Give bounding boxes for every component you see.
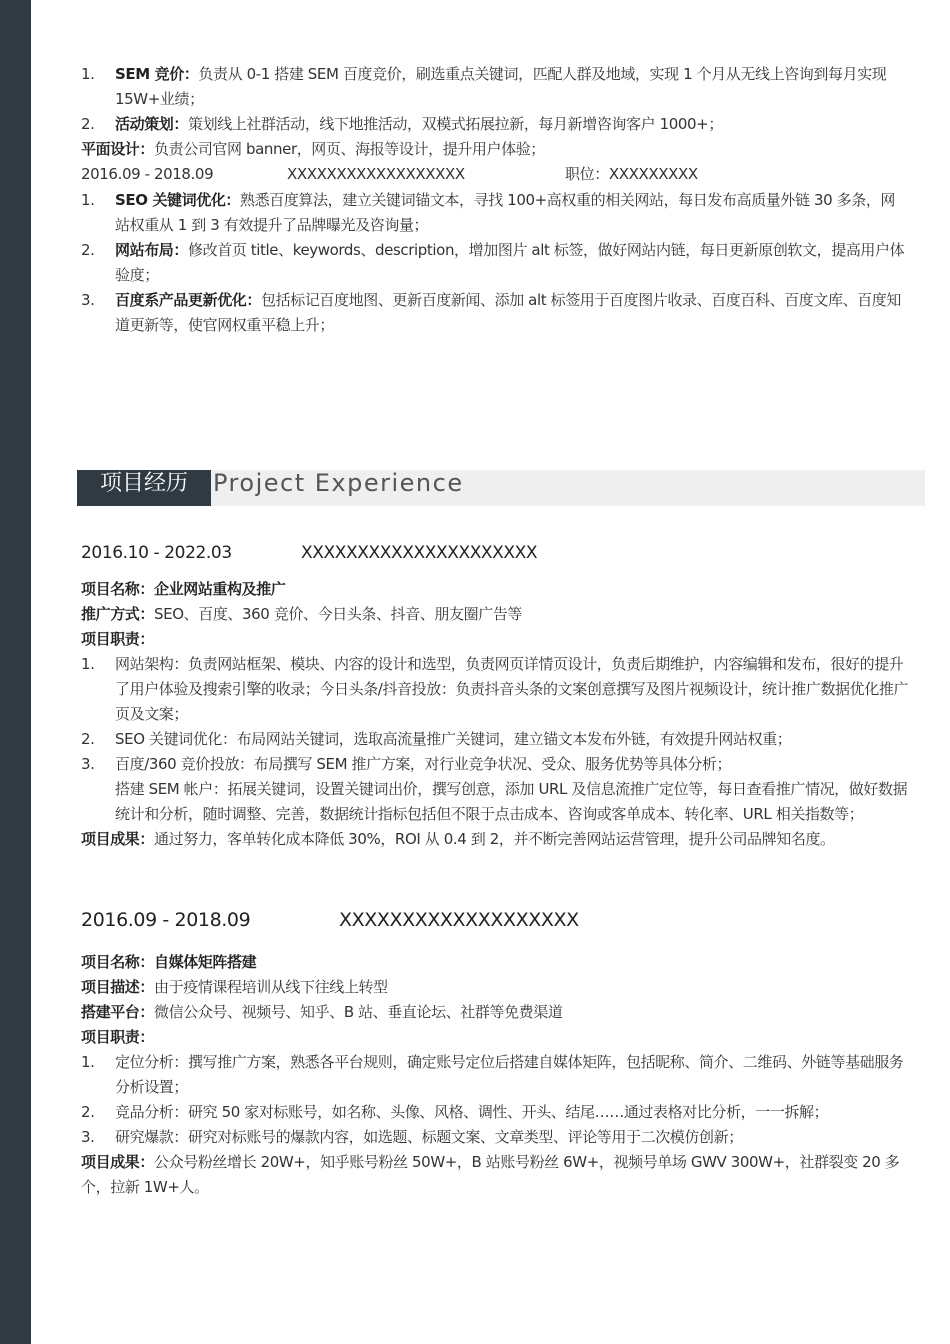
platform-label: 搭建平台： — [81, 1003, 155, 1021]
list-number: 3. — [81, 1128, 95, 1146]
list-item — [81, 62, 909, 112]
section-title-en: Project Experience — [213, 469, 464, 497]
list-item — [81, 188, 909, 238]
job-date: 2016.09 - 2018.09 — [81, 165, 214, 183]
list-item — [81, 652, 909, 727]
item-text: SEO 关键词优化：布局网站关键词，选取高流量推广关键词，建立锚文本发布外链，有效提升网站权重； — [115, 730, 792, 748]
item-label: SEM 竞价： — [115, 65, 199, 83]
project-name-line — [81, 577, 909, 602]
project-header — [81, 541, 909, 569]
section-header-projects — [77, 470, 925, 506]
list-item — [81, 752, 909, 777]
position-label: 职位： — [565, 165, 609, 183]
result-line — [81, 1150, 909, 1200]
list-item — [81, 112, 909, 137]
design-line — [81, 137, 909, 162]
result-label: 项目成果： — [81, 1153, 155, 1171]
item-label: 百度系产品更新优化： — [115, 291, 262, 309]
platform-text: 微信公众号、视频号、知乎、B 站、垂直论坛、社群等免费渠道 — [154, 1003, 563, 1021]
list-number: 1. — [81, 1053, 95, 1071]
list-item — [81, 1050, 909, 1100]
list-item — [81, 1100, 909, 1125]
result-line — [81, 827, 909, 852]
item-text: 竞品分析：研究 50 家对标账号，如名称、头像、风格、调性、开头、结尾……通过表格对比分析，一一拆解； — [115, 1103, 829, 1121]
list-item — [81, 238, 909, 288]
project-method-line — [81, 602, 909, 627]
list-number: 1. — [81, 65, 95, 83]
item-text: 负责从 0-1 搭建 SEM 百度竞价，刷选重点关键词，匹配人群及地域，实现 1 个月从无线上咨询到每月实现 15W+业绩； — [115, 65, 887, 108]
item-label: 活动策划： — [115, 115, 189, 133]
item-text: 研究爆款：研究对标账号的爆款内容，如选题、标题文案、文章类型、评论等用于二次模仿创新； — [115, 1128, 743, 1146]
duty-label: 项目职责： — [81, 1028, 155, 1046]
design-label: 平面设计： — [81, 140, 155, 158]
job-position — [565, 162, 698, 187]
project-header — [81, 908, 909, 938]
list-item — [81, 288, 909, 338]
item-text: 修改首页 title、keywords、description，增加图片 alt 标签，做好网站内链，每日更新原创软文，提高用户体验度； — [115, 241, 905, 284]
project-date: 2016.09 - 2018.09 — [81, 909, 251, 931]
item-text: 定位分析：撰写推广方案，熟悉各平台规则，确定账号定位后搭建自媒体矩阵，包括昵称、简介、二维码、外链等基础服务分析设置； — [115, 1053, 904, 1096]
position-value: XXXXXXXXX — [608, 165, 698, 183]
desc-label: 项目描述： — [81, 978, 155, 996]
project-2 — [81, 908, 909, 1200]
list-number: 3. — [81, 755, 95, 773]
project-name: 企业网站重构及推广 — [154, 580, 286, 598]
method-text: SEO、百度、360 竞价、今日头条、抖音、朋友圈广告等 — [154, 605, 523, 623]
list-number: 2. — [81, 730, 95, 748]
project-company: XXXXXXXXXXXXXXXXXXXXX — [301, 543, 538, 563]
item-label: 网站布局： — [115, 241, 189, 259]
project-name-line — [81, 950, 909, 975]
item-text: 策划线上社群活动，线下地推活动，双模式拓展拉新，每月新增咨询客户 1000+； — [188, 115, 723, 133]
result-text: 通过努力，客单转化成本降低 30%，ROI 从 0.4 到 2，并不断完善网站运营管理，提升公司品牌知名度。 — [154, 830, 835, 848]
desc-text: 由于疫情课程培训从线下往线上转型 — [154, 978, 388, 996]
item-text: 网站架构：负责网站框架、模块、内容的设计和选型，负责网页详情页设计，负责后期维护，内容编辑和发布，很好的提升了用户体验及搜索引擎的收录；今日头条/抖音投放：负责抖音头条的文案创意撰写及图片视频设计，统计推广数据优化推广页及文案； — [115, 655, 909, 723]
project-desc-line — [81, 975, 909, 1000]
duty-label: 项目职责： — [81, 630, 155, 648]
list-item — [81, 727, 909, 752]
list-number: 1. — [81, 191, 95, 209]
list-number: 1. — [81, 655, 95, 673]
project-date: 2016.10 - 2022.03 — [81, 543, 232, 563]
design-text: 负责公司官网 banner，网页、海报等设计，提升用户体验； — [154, 140, 545, 158]
left-sidebar-bar — [0, 0, 31, 1344]
work-experience-continued — [81, 62, 909, 338]
project-company: XXXXXXXXXXXXXXXXXXX — [339, 909, 579, 931]
result-text: 公众号粉丝增长 20W+，知乎账号粉丝 50W+，B 站账号粉丝 6W+，视频号单场 GWV 300W+，社群裂变 20 多个，拉新 1W+人。 — [81, 1153, 900, 1196]
section-title-cn: 项目经历 — [77, 470, 211, 506]
duty-extra: 搭建 SEM 帐户：拓展关键词，设置关键词出价，撰写创意，添加 URL 及信息流推广定位等，每日查看推广情况，做好数据统计和分析，随时调整、完善，数据统计指标包括但不限于点击成本、咨询或客单成本、转化率、URL 相关指数等； — [115, 780, 908, 823]
project-name: 自媒体矩阵搭建 — [154, 953, 257, 971]
project-name-label: 项目名称： — [81, 953, 155, 971]
project-name-label: 项目名称： — [81, 580, 155, 598]
list-number: 2. — [81, 241, 95, 259]
list-item — [81, 1125, 909, 1150]
list-number: 2. — [81, 1103, 95, 1121]
item-text: 熟悉百度算法，建立关键词锚文本，寻找 100+高权重的相关网站，每日发布高质量外链 30 多条，网站权重从 1 到 3 有效提升了品牌曝光及咨询量； — [115, 191, 896, 234]
job-header — [81, 162, 909, 188]
list-number: 2. — [81, 115, 95, 133]
project-1 — [81, 541, 909, 852]
list-number: 3. — [81, 291, 95, 309]
project-platform-line — [81, 1000, 909, 1025]
item-text: 百度/360 竞价投放：布局撰写 SEM 推广方案，对行业竞争状况、受众、服务优势等具体分析； — [115, 755, 732, 773]
job-company: XXXXXXXXXXXXXXXXXX — [287, 165, 465, 183]
item-label: SEO 关键词优化： — [115, 191, 241, 209]
method-label: 推广方式： — [81, 605, 155, 623]
item-text: 包括标记百度地图、更新百度新闻、添加 alt 标签用于百度图片收录、百度百科、百度文库、百度知道更新等，使官网权重平稳上升； — [115, 291, 901, 334]
result-label: 项目成果： — [81, 830, 155, 848]
